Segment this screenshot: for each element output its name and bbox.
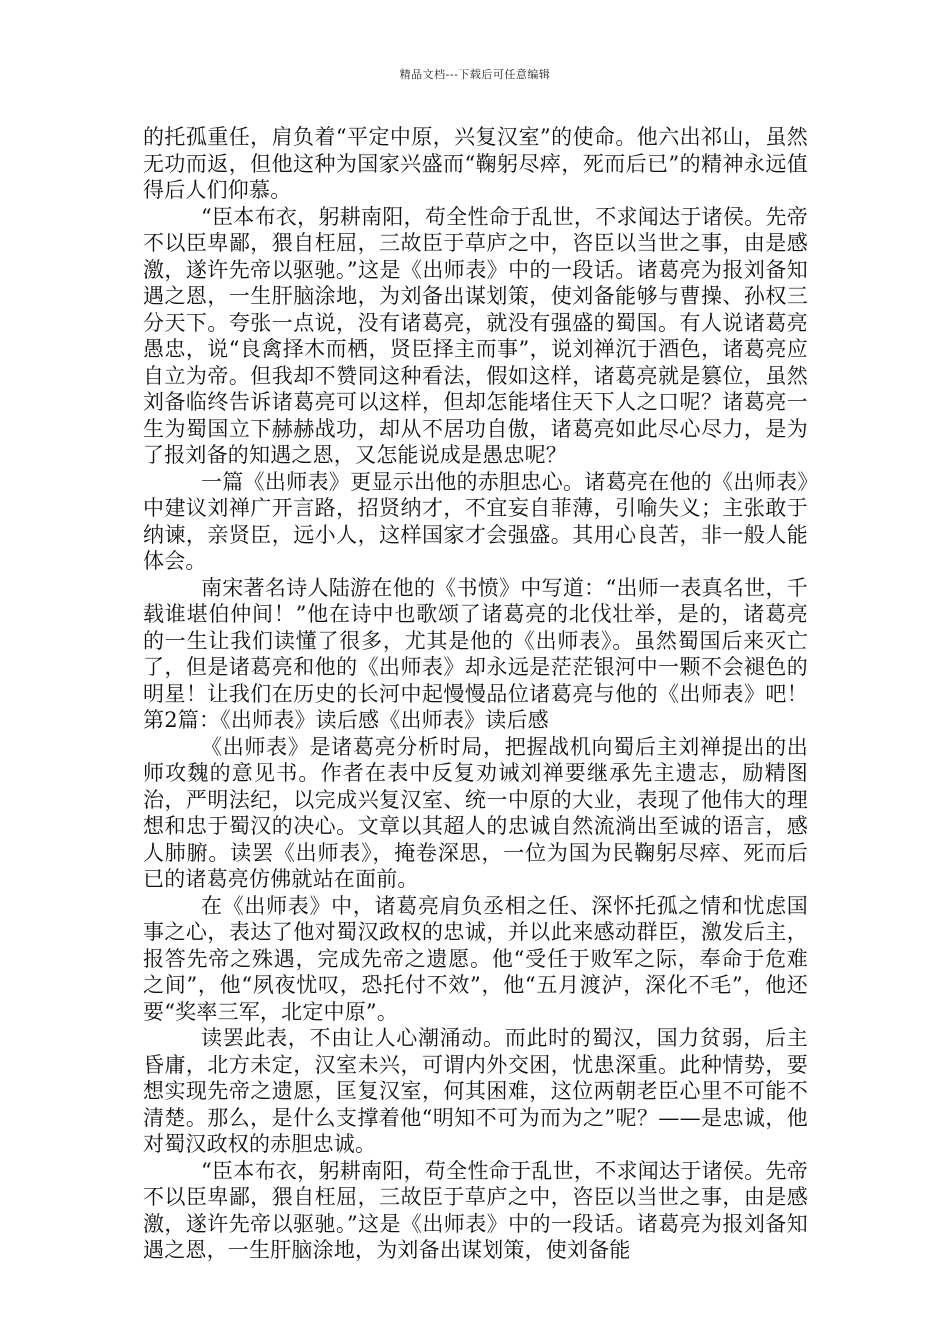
paragraph-1: 的托孤重任，肩负着“平定中原，兴复汉室”的使命。他六出祁山，虽然无功而返，但他这种为国家兴盛而“鞠躬尽瘁，死而后已”的精神永远值得后人们仰慕。 (143, 125, 808, 202)
paragraph-2: “臣本布衣，躬耕南阳，苟全性命于乱世，不求闻达于诸侯。先帝不以臣卑鄙，猥自枉屈，三故臣于草庐之中，咨臣以当世之事，由是感激，遂许先帝以驱驰。”这是《出师表》中的一段话。诸葛亮为报刘备知遇之恩，一生肝脑涂地，为刘备出谋划策，使刘备能够与曹操、孙权三分天下。夸张一点说，没有诸葛亮，就没有强盛的蜀国。有人说诸葛亮愚忠，说“良禽择木而栖，贤臣择主而事”，说刘禅沉于酒色，诸葛亮应自立为帝。但我却不赞同这种看法，假如这样，诸葛亮就是篡位，虽然刘备临终告诉诸葛亮可以这样，但却怎能堵住天下人之口呢？诸葛亮一生为蜀国立下赫赫战功，却从不居功自傲，诸葛亮如此尽心尽力，是为了报刘备的知遇之恩，又怎能说成是愚忠呢？ (143, 204, 808, 467)
document-body (143, 124, 808, 1264)
paragraph-4: 南宋著名诗人陆游在他的《书愤》中写道：“出师一表真名世，千载谁堪伯仲间！”他在诗中也歌颂了诸葛亮的北伐壮举，是的，诸葛亮的一生让我们读懂了很多，尤其是他的《出师表》。虽然蜀国后来灭亡了，但是诸葛亮和他的《出师表》却永远是茫茫银河中一颗不会褪色的明星！让我们在历史的长河中起慢慢品位诸葛亮与他的《出师表》吧！第2篇：《出师表》读后感《出师表》读后感 (143, 575, 808, 732)
page-header: 精品文档---下载后可任意编辑 (399, 68, 551, 81)
paragraph-6: 在《出师表》中，诸葛亮肩负丞相之任、深怀托孤之情和忧虑国事之心，表达了他对蜀汉政权的忠诚，并以此来感动群臣，激发后主，报答先帝之殊遇，完成先帝之遗愿。他“受任于败军之际，奉命于危难之间”，他“夙夜忧叹，恐托付不效”，他“五月渡泸，深化不毛”，他还要“奖率三军，北定中原”。 (143, 893, 808, 1024)
paragraph-8: “臣本布衣，躬耕南阳，苟全性命于乱世，不求闻达于诸侯。先帝不以臣卑鄙，猥自枉屈，三故臣于草庐之中，咨臣以当世之事，由是感激，遂许先帝以驱驰。”这是《出师表》中的一段话。诸葛亮为报刘备知遇之恩，一生肝脑涂地，为刘备出谋划策，使刘备能 (143, 1158, 808, 1262)
paragraph-7: 读罢此表，不由让人心潮涌动。而此时的蜀汉，国力贫弱，后主昏庸，北方未定，汉室未兴，可谓内外交困，忧患深重。此种情势，要想实现先帝之遗愿，匡复汉室，何其困难，这位两朝老臣心里不可能不清楚。那么，是什么支撑着他“明知不可为而为之”呢？——是忠诚，他对蜀汉政权的赤胆忠诚。 (143, 1026, 808, 1156)
paragraph-3: 一篇《出师表》更显示出他的赤胆忠心。诸葛亮在他的《出师表》中建议刘禅广开言路，招贤纳才，不宜妄自菲薄，引喻失义；主张敢于纳谏，亲贤臣，远小人，这样国家才会强盛。其用心良苦，非一般人能体会。 (143, 469, 808, 573)
paragraph-5: 《出师表》是诸葛亮分析时局，把握战机向蜀后主刘禅提出的出师攻魏的意见书。作者在表中反复劝诫刘禅要继承先主遗志，励精图治，严明法纪，以完成兴复汉室、统一中原的大业，表现了他伟大的理想和忠于蜀汉的决心。文章以其超人的忠诚自然流淌出至诚的语言，感人肺腑。读罢《出师表》，掩卷深思，一位为国为民鞠躬尽瘁、死而后已的诸葛亮仿佛就站在面前。 (143, 734, 808, 891)
